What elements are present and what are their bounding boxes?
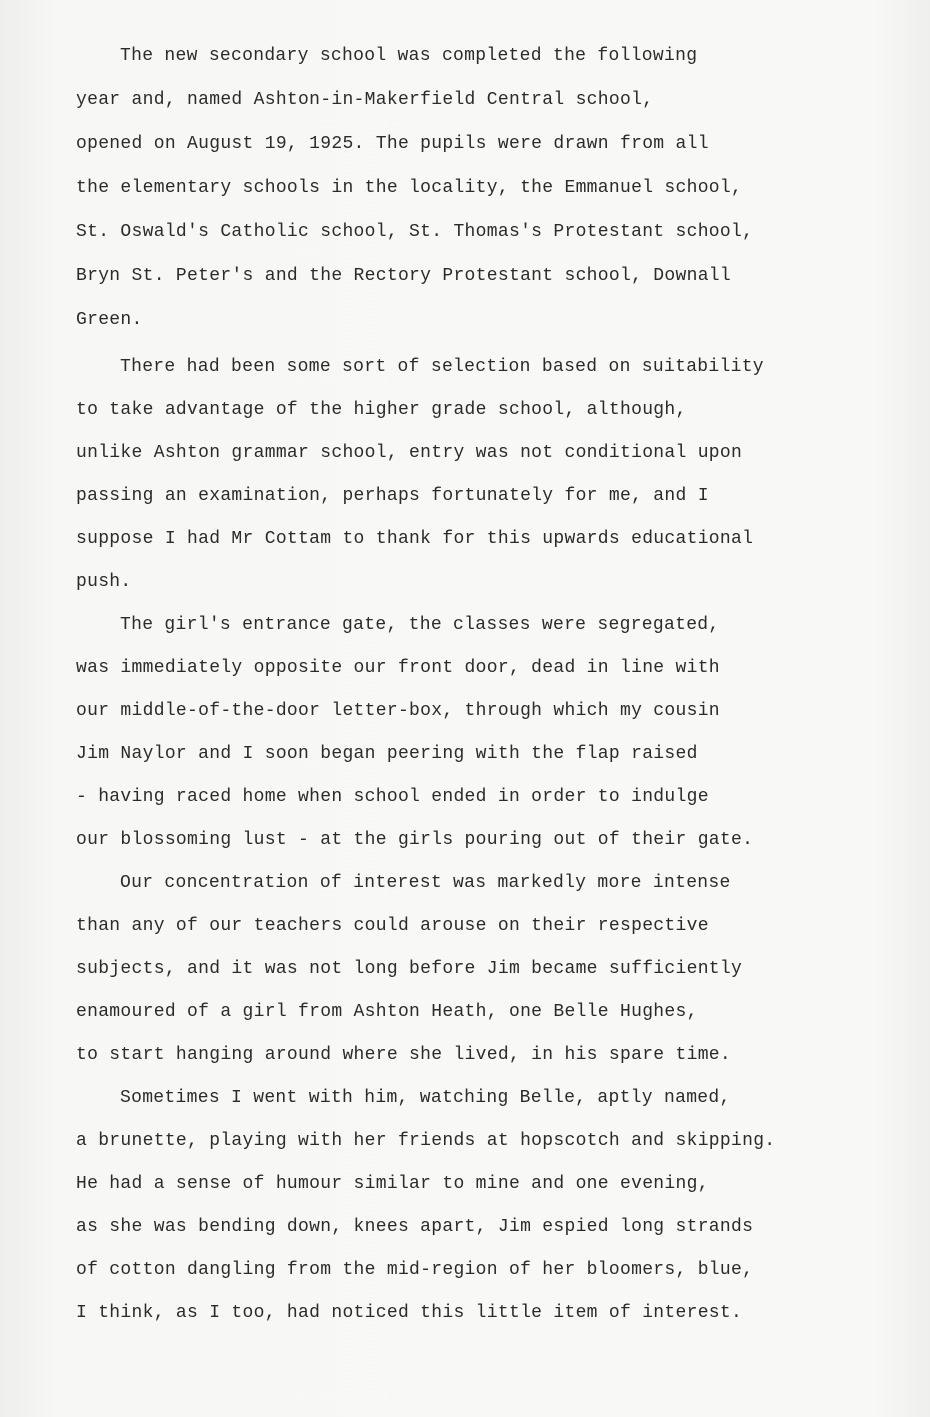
text-line: than any of our teachers could arouse on their respective [76, 916, 709, 936]
paragraph-3 [76, 604, 891, 862]
text-line: He had a sense of humour similar to mine and one evening, [76, 1174, 709, 1194]
text-line: Jim Naylor and I soon began peering with the flap raised [76, 744, 698, 764]
text-line: The girl's entrance gate, the classes were segregated, [120, 615, 720, 635]
paragraph-1 [76, 34, 891, 342]
text-line: I think, as I too, had noticed this little item of interest. [76, 1303, 743, 1323]
text-line: - having raced home when school ended in order to indulge [76, 787, 709, 807]
text-line: Sometimes I went with him, watching Belle, aptly named, [120, 1088, 731, 1108]
text-line: suppose I had Mr Cottam to thank for this upwards educational [76, 529, 754, 549]
text-line: subjects, and it was not long before Jim became sufficiently [76, 959, 743, 979]
text-line: our middle-of-the-door letter-box, through which my cousin [76, 701, 720, 721]
text-line: St. Oswald's Catholic school, St. Thomas's Protestant school, [76, 222, 754, 242]
text-line: our blossoming lust - at the girls pouring out of their gate. [76, 830, 754, 850]
paragraph-5 [76, 1077, 891, 1335]
paragraph-4 [76, 862, 891, 1077]
page-body [76, 34, 891, 1335]
text-line: enamoured of a girl from Ashton Heath, one Belle Hughes, [76, 1002, 698, 1022]
text-line: a brunette, playing with her friends at hopscotch and skipping. [76, 1131, 776, 1151]
text-line: Green. [76, 310, 143, 330]
text-line: to take advantage of the higher grade school, although, [76, 400, 687, 420]
text-line: push. [76, 572, 132, 592]
text-line: was immediately opposite our front door, dead in line with [76, 658, 720, 678]
text-line: of cotton dangling from the mid-region of her bloomers, blue, [76, 1260, 754, 1280]
text-line: as she was bending down, knees apart, Jim espied long strands [76, 1217, 754, 1237]
text-line: to start hanging around where she lived, in his spare time. [76, 1045, 732, 1065]
text-line: year and, named Ashton-in-Makerfield Central school, [76, 90, 654, 110]
text-line: The new secondary school was completed the following [120, 46, 698, 66]
text-line: unlike Ashton grammar school, entry was not conditional upon [76, 443, 743, 463]
paragraph-2 [76, 346, 891, 604]
text-line: Our concentration of interest was markedly more intense [120, 873, 731, 893]
text-line: Bryn St. Peter's and the Rectory Protestant school, Downall [76, 266, 732, 286]
text-line: passing an examination, perhaps fortunately for me, and I [76, 486, 709, 506]
text-line: opened on August 19, 1925. The pupils were drawn from all [76, 134, 709, 154]
text-line: There had been some sort of selection based on suitability [120, 357, 764, 377]
text-line: the elementary schools in the locality, the Emmanuel school, [76, 178, 743, 198]
